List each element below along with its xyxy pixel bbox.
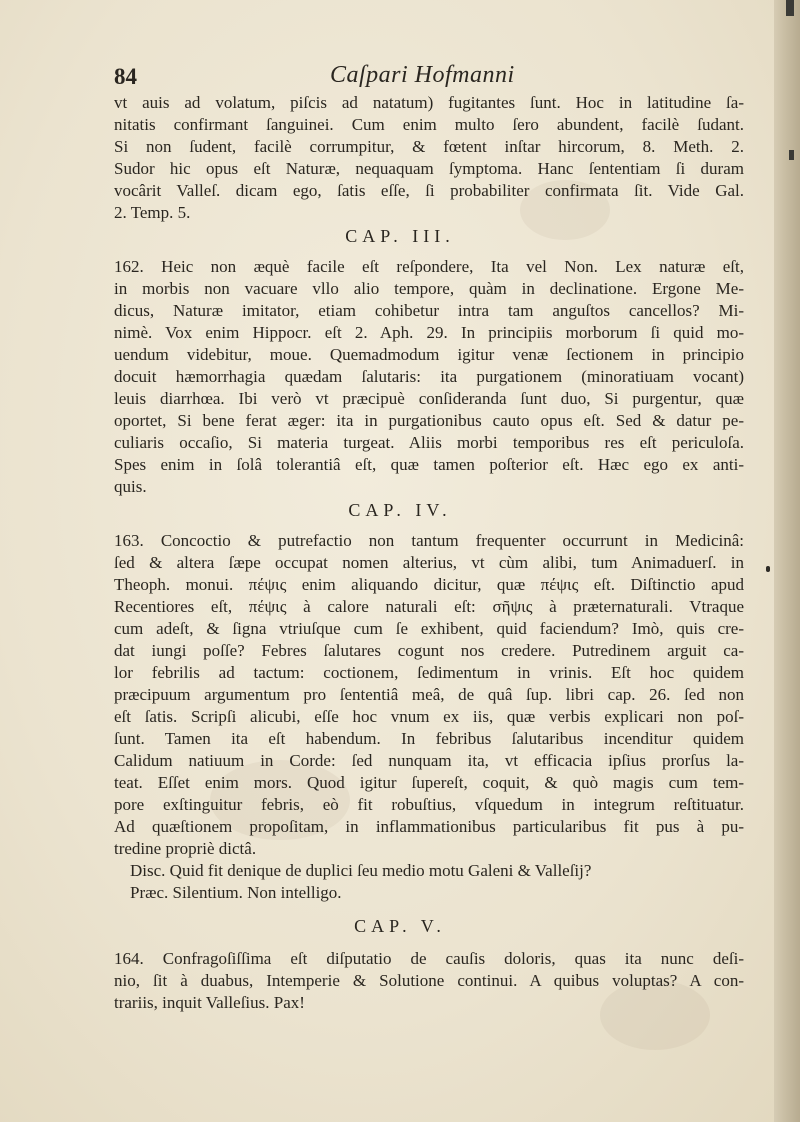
text-line: Spes enim in ſolâ tolerantiâ eſt, quæ tamen poſterior eſt. Hæc ego ex anti-	[114, 455, 744, 474]
text-line: trariis, inquit Valleſius. Pax!	[114, 993, 305, 1012]
running-head: Caſpari Hofmanni	[330, 62, 515, 88]
text-line: vocârit Valleſ. dicam ego, ſatis eſſe, ſi probabiliter confirmata ſit. Vide Gal.	[114, 181, 744, 200]
chapter-heading: CAP. III.	[345, 226, 455, 246]
text-line: præcipuum argumentum pro ſententiâ meâ, de quâ ſup. libri cap. 26. ſed non	[114, 685, 744, 704]
text-line: leuis diarrhœa. Ibi verò vt præcipuè conſideranda ſunt duo, Si purgentur, quæ	[114, 389, 744, 408]
text-line: nimè. Vox enim Hippocr. eſt 2. Aph. 29. In principiis morborum ſi quid mo-	[114, 323, 744, 342]
text-line: nio, ſit à duabus, Intemperie & Solutione continui. A quibus voluptas? A con-	[114, 971, 744, 990]
chapter-heading: CAP. V.	[354, 916, 446, 936]
text-line: lor febrilis ad tactum: coctionem, ſedimentum in vrinis. Eſt hoc quidem	[114, 663, 744, 682]
text-line: Ad quæſtionem propoſitam, in inflammationibus particularibus fit pus à pu-	[114, 817, 744, 836]
text-line: pore exſtinguitur febris, eò fit robuſtius, vſquedum in integrum reſtituatur.	[114, 795, 744, 814]
text-line: 162. Heic non æquè facile eſt reſpondere, Ita vel Non. Lex naturæ eſt,	[114, 257, 744, 276]
text-line: Sudor hic opus eſt Naturæ, nequaquam ſymptoma. Hanc ſententiam ſi duram	[114, 159, 744, 178]
text-line: eſt ſatis. Scripſi alicubi, eſſe hoc vnum ex iis, quæ verbis explicari non poſ-	[114, 707, 744, 726]
text-line: quis.	[114, 477, 147, 496]
page-number: 84	[114, 64, 137, 89]
text-line: Theoph. monui. πέψις enim aliquando dicitur, quæ πέψις eſt. Diſtinctio apud	[114, 575, 744, 594]
text-line: 164. Confragoſiſſima eſt diſputatio de cauſis doloris, quas ita nunc deſi-	[114, 949, 744, 968]
text-line: ſunt. Tamen ita eſt habendum. In febribus ſalutaribus incenditur quidem	[114, 729, 744, 748]
dialogue-line: Disc. Quid fit denique de duplici ſeu medio motu Galeni & Valleſij?	[130, 861, 592, 880]
text-line: in morbis non vacuare vllo alio tempore, quàm in declinatione. Ergone Me-	[114, 279, 744, 298]
text-line: Calidum natiuum in Corde: ſed nunquam ita, vt efficacia ipſius prorſus la-	[114, 751, 744, 770]
text-line: Recentiores eſt, πέψις à calore naturali eſt: σῆψις à præternaturali. Vtraque	[114, 597, 744, 616]
chapter-heading: CAP. IV.	[348, 500, 452, 520]
text-line: dicus, Naturæ imitator, etiam cohibetur intra tam anguſtos cancellos? Mi-	[114, 301, 744, 320]
text-line: uendum videbitur, moue. Quemadmodum igitur venæ ſectionem in principio	[114, 345, 744, 364]
text-line: tredine propriè dictâ.	[114, 839, 257, 858]
text-line: 163. Concoctio & putrefactio non tantum frequenter occurrunt in Medicinâ:	[114, 531, 744, 550]
text-line: ſed & altera ſæpe occupat nomen alterius, vt cùm alibi, tum Animaduerſ. in	[114, 553, 744, 572]
text-line: oportet, Si bene ferat æger: ita in purgationibus cauto opus eſt. Sed & datur pe-	[114, 411, 744, 430]
text-line: culiaris occaſio, Si materia turgeat. Aliis morbi temporibus res eſt periculoſa.	[114, 433, 744, 452]
text-line: dat iungi poſſe? Febres ſalutares cogunt nos credere. Putredinem arguit ca-	[114, 641, 744, 660]
text-line: docuit hæmorrhagia quædam ſalutaris: ita purgationem (minoratiuam vocant)	[114, 367, 744, 386]
dialogue-line: Præc. Silentium. Non intelligo.	[130, 883, 342, 902]
text-line: cum adeſt, & ſigna vtriuſque cum ſe exhibent, quid faciendum? Imò, quis cre-	[114, 619, 744, 638]
text-line: Si non ſudent, facilè corrumpitur, & fœtent inſtar hircorum, 8. Meth. 2.	[114, 137, 744, 156]
text-line: teat. Eſſet enim mors. Quod igitur ſupereſt, coquit, & quò magis cum tem-	[114, 773, 744, 792]
page-header	[114, 62, 744, 92]
text-line: vt auis ad volatum, piſcis ad natatum) fugitantes ſunt. Hoc in latitudine ſa-	[114, 93, 744, 112]
text-line: nitatis confirmant ſanguinei. Cum enim multo ſero abundent, facilè ſudant.	[114, 115, 744, 134]
text-line: 2. Temp. 5.	[114, 203, 191, 222]
